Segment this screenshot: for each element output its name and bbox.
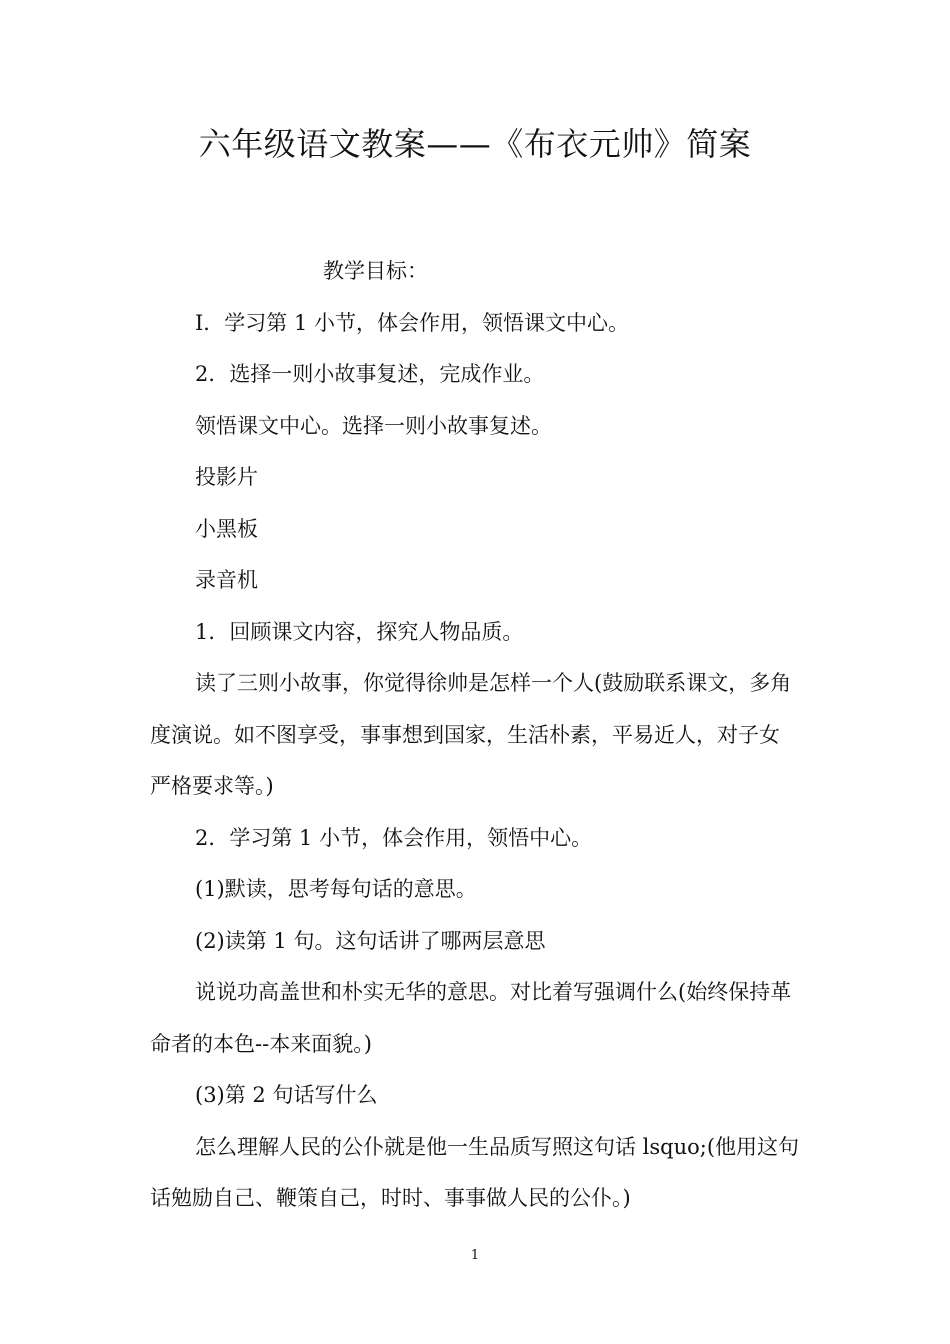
paragraph-teaching-goals-heading: 教学目标： [323,259,428,283]
paragraph: I．学习第 1 小节，体会作用，领悟课文中心。 [195,310,630,335]
paragraph: 录音机 [195,568,258,592]
paragraph: 领悟课文中心。选择一则小故事复述。 [195,413,552,438]
paragraph: 2．学习第 1 小节，体会作用，领悟中心。 [195,825,593,850]
paragraph: (3)第 2 句话写什么 [195,1083,378,1107]
paragraph: (2)读第 1 句。这句话讲了哪两层意思 [195,928,546,953]
document-title: 六年级语文教案——《布衣元帅》简案 [198,125,752,163]
paragraph: 说说功高盖世和朴实无华的意思。对比着写强调什么(始终保持革命者的本色--本来面貌。) [150,980,792,1056]
paragraph: 怎么理解人民的公仆就是他一生品质写照这句话 lsquo;(他用这句话勉励自己、鞭策自己，时时、事事做人民的公仆。) [150,1134,800,1210]
page-number: 1 [470,1248,480,1263]
paragraph: (1)默读，思考每句话的意思。 [195,877,477,901]
paragraph: 投影片 [195,465,258,489]
paragraph: 2．选择一则小故事复述，完成作业。 [195,362,545,386]
document-body [150,246,800,1225]
paragraph: 1．回顾课文内容，探究人物品质。 [195,619,524,644]
paragraph: 小黑板 [195,516,258,541]
paragraph: 读了三则小故事，你觉得徐帅是怎样一个人(鼓励联系课文，多角度演说。如不图享受，事事想到国家，生活朴素，平易近人，对子女严格要求等。) [150,671,792,798]
